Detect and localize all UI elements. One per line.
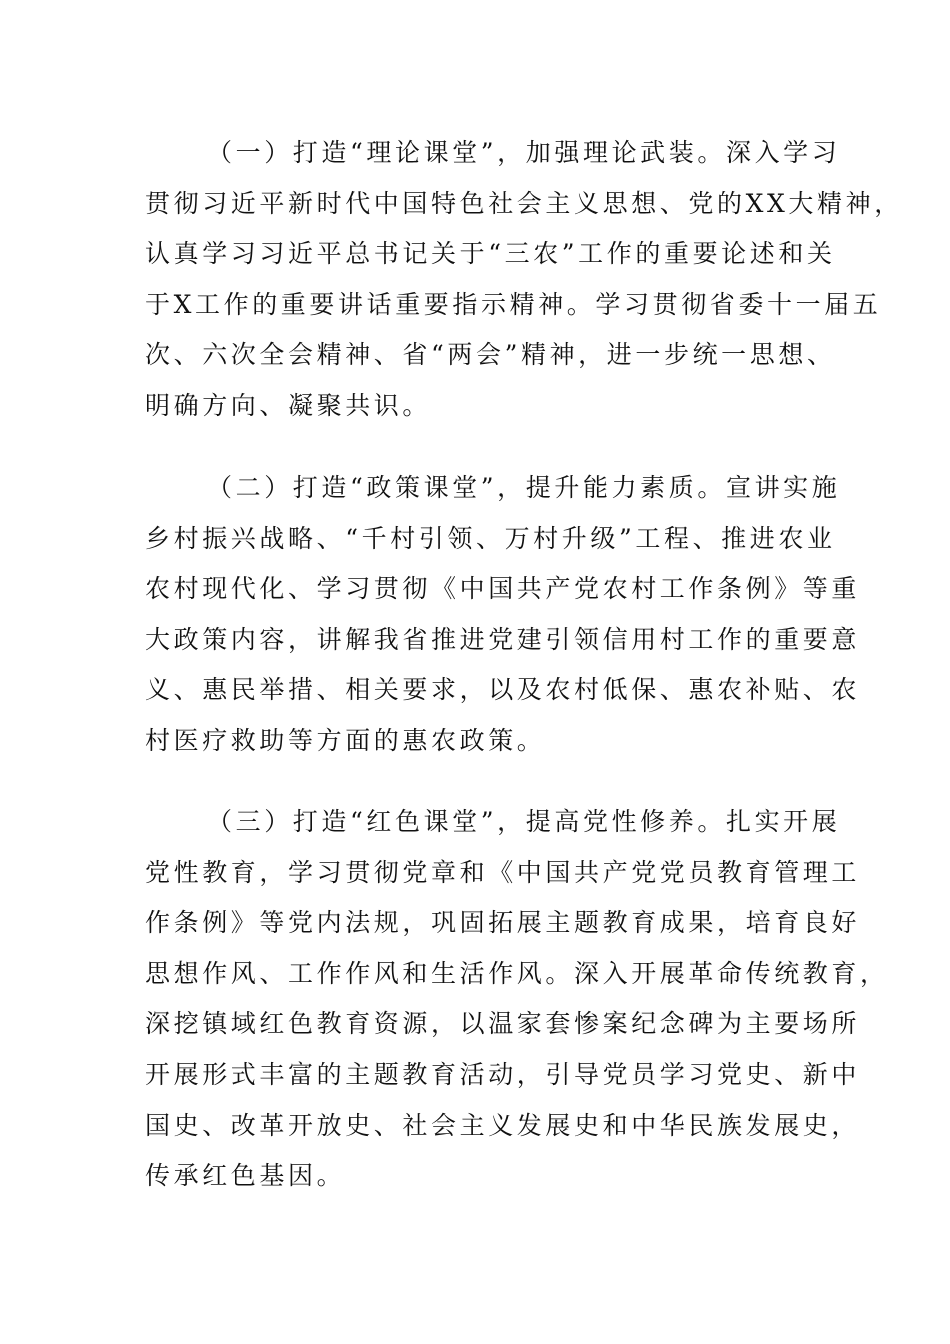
paragraph-line: 作条例》等党内法规，巩固拓展主题教育成果，培育良好 (145, 908, 861, 938)
paragraph-line: 次、六次全会精神、省“两会”精神，进一步统一思想、 (145, 340, 836, 370)
paragraph-line: （二）打造“政策课堂”，提升能力素质。宣讲实施 (207, 473, 841, 502)
paragraph-theory-classroom (145, 128, 903, 432)
paragraph-line: 开展形式丰富的主题教育活动，引导党员学习党史、新中 (145, 1059, 861, 1089)
paragraph-line: 明确方向、凝聚共识。 (145, 390, 432, 420)
paragraph-line: 大政策内容，讲解我省推进党建引领信用村工作的重要意 (145, 624, 861, 654)
paragraph-policy-classroom (145, 463, 861, 767)
paragraph-line: 农村现代化、学习贯彻《中国共产党农村工作条例》等重 (145, 574, 861, 604)
paragraph-line: 思想作风、工作作风和生活作风。深入开展革命传统教育， (145, 958, 889, 988)
paragraph-line: 传承红色基因。 (145, 1161, 346, 1191)
paragraph-line: 认真学习习近平总书记关于“三农”工作的重要论述和关 (145, 239, 836, 269)
paragraph-line: 深挖镇域红色教育资源，以温家套惨案纪念碑为主要场所 (145, 1009, 861, 1039)
paragraph-line: 义、惠民举措、相关要求，以及农村低保、惠农补贴、农 (145, 675, 861, 705)
paragraph-line: 于X工作的重要讲话重要指示精神。学习贯彻省委十一届五 (145, 289, 882, 319)
paragraph-line: （三）打造“红色课堂”，提高党性修养。扎实开展 (207, 807, 841, 836)
paragraph-line: 贯彻习近平新时代中国特色社会主义思想、党的XX大精神， (145, 188, 903, 218)
paragraph-red-classroom (145, 797, 889, 1202)
paragraph-line: 乡村振兴战略、“千村引领、万村升级”工程、推进农业 (145, 523, 836, 553)
paragraph-line: 村医疗救助等方面的惠农政策。 (145, 725, 546, 755)
paragraph-line: 党性教育，学习贯彻党章和《中国共产党党员教育管理工 (145, 857, 861, 887)
paragraph-line: （一）打造“理论课堂”，加强理论武装。深入学习 (207, 138, 841, 167)
paragraph-line: 国史、改革开放史、社会主义发展史和中华民族发展史， (145, 1110, 861, 1140)
